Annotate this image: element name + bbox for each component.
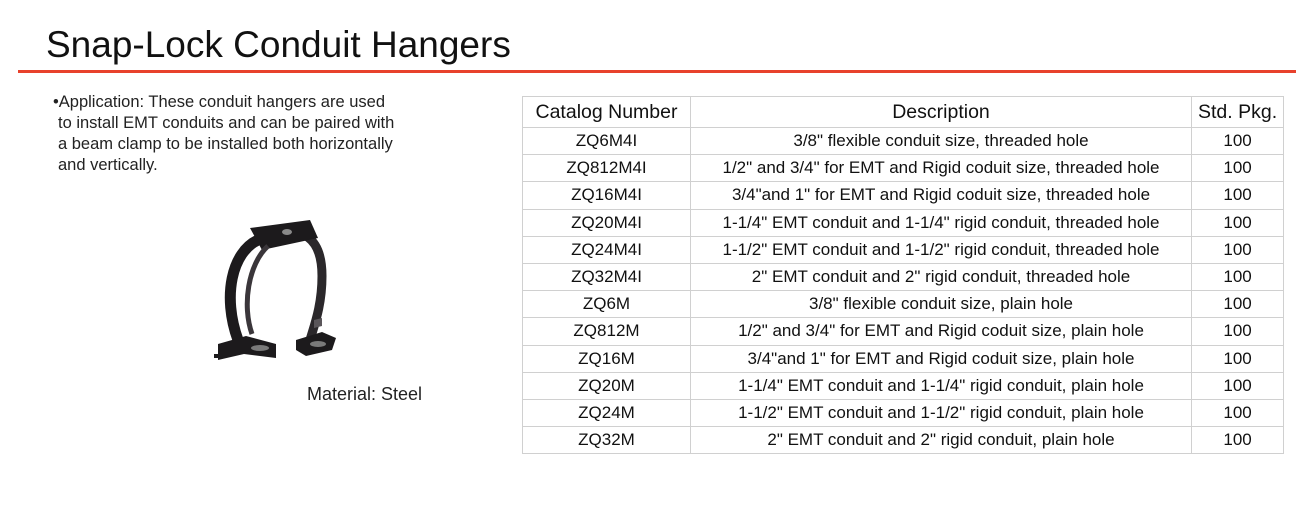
std-pkg-cell: 100 [1192,291,1284,318]
application-line: and vertically. [58,156,158,174]
table-row [523,209,1284,236]
description-cell: 1-1/2" EMT conduit and 1-1/2" rigid conduit, threaded hole [691,236,1192,263]
table-row [523,372,1284,399]
std-pkg-cell: 100 [1192,209,1284,236]
description-cell: 1-1/4" EMT conduit and 1-1/4" rigid conduit, threaded hole [691,209,1192,236]
column-header-description: Description [691,97,1192,128]
std-pkg-cell: 100 [1192,427,1284,454]
table-row [523,399,1284,426]
table-row [523,263,1284,290]
std-pkg-cell: 100 [1192,372,1284,399]
description-cell: 2" EMT conduit and 2" rigid conduit, plain hole [691,427,1192,454]
std-pkg-cell: 100 [1192,182,1284,209]
description-cell: 3/4"and 1" for EMT and Rigid coduit size, threaded hole [691,182,1192,209]
application-line: to install EMT conduits and can be paired with [58,114,395,132]
std-pkg-cell: 100 [1192,155,1284,182]
catalog-number-cell: ZQ6M4I [523,128,691,155]
catalog-number-cell: ZQ20M [523,372,691,399]
page-title: Snap-Lock Conduit Hangers [46,24,511,65]
std-pkg-cell: 100 [1192,399,1284,426]
std-pkg-cell: 100 [1192,345,1284,372]
catalog-number-cell: ZQ24M4I [523,236,691,263]
table-header-row [523,97,1284,128]
catalog-number-cell: ZQ32M [523,427,691,454]
std-pkg-cell: 100 [1192,128,1284,155]
application-description [53,92,433,176]
table-row [523,236,1284,263]
catalog-number-cell: ZQ16M4I [523,182,691,209]
std-pkg-cell: 100 [1192,318,1284,345]
table-row [523,155,1284,182]
table-row [523,427,1284,454]
table-row [523,128,1284,155]
description-cell: 1/2" and 3/4" for EMT and Rigid coduit size, plain hole [691,318,1192,345]
std-pkg-cell: 100 [1192,263,1284,290]
catalog-number-cell: ZQ6M [523,291,691,318]
material-label: Material: Steel [307,384,423,404]
std-pkg-cell: 100 [1192,236,1284,263]
catalog-number-cell: ZQ812M4I [523,155,691,182]
application-line: a beam clamp to be installed both horizontally [58,135,393,153]
conduit-hanger-icon [210,216,345,371]
description-cell: 2" EMT conduit and 2" rigid conduit, threaded hole [691,263,1192,290]
title-divider [18,70,1296,73]
catalog-number-cell: ZQ20M4I [523,209,691,236]
catalog-number-cell: ZQ24M [523,399,691,426]
catalog-number-cell: ZQ812M [523,318,691,345]
table-row [523,291,1284,318]
catalog-table [522,96,1284,454]
description-cell: 1-1/4" EMT conduit and 1-1/4" rigid conduit, plain hole [691,372,1192,399]
description-cell: 1/2" and 3/4" for EMT and Rigid coduit size, threaded hole [691,155,1192,182]
table-row [523,182,1284,209]
application-line: •Application: These conduit hangers are used [53,93,386,111]
description-cell: 3/8" flexible conduit size, threaded hole [691,128,1192,155]
table-row [523,318,1284,345]
description-cell: 1-1/2" EMT conduit and 1-1/2" rigid conduit, plain hole [691,399,1192,426]
catalog-number-cell: ZQ32M4I [523,263,691,290]
description-cell: 3/8" flexible conduit size, plain hole [691,291,1192,318]
table-row [523,345,1284,372]
description-cell: 3/4"and 1" for EMT and Rigid coduit size, plain hole [691,345,1192,372]
catalog-number-cell: ZQ16M [523,345,691,372]
column-header-catalog-number: Catalog Number [523,97,691,128]
column-header-std-pkg: Std. Pkg. [1192,97,1284,128]
